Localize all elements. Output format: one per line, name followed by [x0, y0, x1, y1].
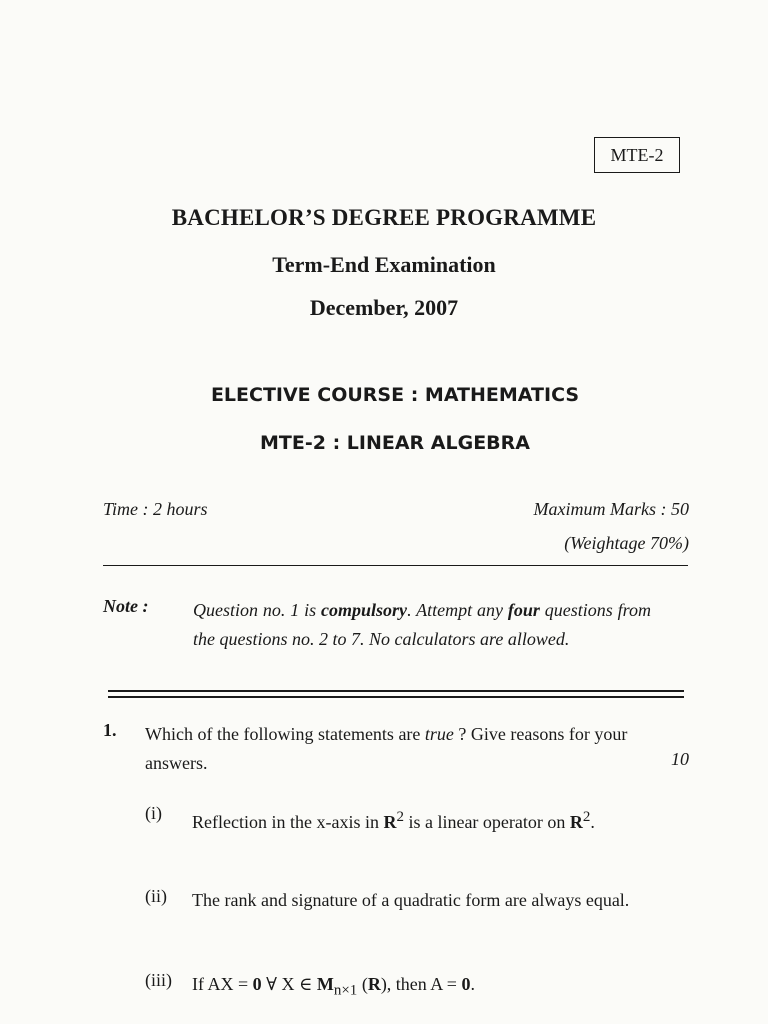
note-part1: Question no. 1 is	[193, 600, 322, 620]
sub-question-text	[192, 970, 662, 1006]
note-part3: questions from the questions no. 2 to 7. No calculators are allowed.	[193, 600, 651, 649]
double-rule-bottom	[108, 696, 684, 698]
sub-iii-zero2: 0	[461, 974, 471, 994]
sub-i-r1: R	[383, 812, 397, 832]
sub-i-sup2: 2	[582, 809, 591, 825]
sub-iii-text-c: (	[357, 974, 368, 994]
sub-iii-r: R	[367, 974, 381, 994]
sub-iii-zero1: 0	[252, 974, 262, 994]
sub-question-number: (i)	[145, 803, 162, 823]
note-four: four	[507, 600, 540, 620]
sub-question-number: (ii)	[145, 886, 167, 906]
course-title: ELECTIVE COURSE : MATHEMATICS	[210, 384, 580, 406]
exam-title: Term-End Examination	[272, 252, 496, 277]
question-text-true: true	[424, 724, 454, 744]
note-label: Note :	[103, 596, 149, 616]
note-compulsory: compulsory	[321, 600, 408, 620]
paper-title: MTE-2 : LINEAR ALGEBRA	[260, 432, 530, 454]
sub-question-text	[192, 803, 650, 837]
maximum-marks: Maximum Marks : 50	[533, 499, 689, 519]
sub-iii-text-e: .	[470, 974, 475, 994]
time-allowed: Time : 2 hours	[103, 499, 208, 519]
programme-title: BACHELOR’S DEGREE PROGRAMME	[171, 205, 597, 230]
divider-line	[103, 565, 688, 566]
sub-question-text: The rank and signature of a quadratic form are always equal.	[192, 890, 630, 910]
sub-iii-text-d: ), then A =	[380, 974, 462, 994]
exam-date: December, 2007	[309, 295, 459, 320]
sub-iii-text-a: If AX =	[192, 974, 253, 994]
sub-iii-m: M	[316, 974, 334, 994]
course-code: MTE-2	[610, 144, 664, 165]
sub-iii-text-b: ∀ X ∈	[261, 974, 317, 994]
double-rule-top	[108, 690, 684, 692]
question-marks: 10	[671, 749, 689, 769]
question-text-a: Which of the following statements are	[145, 724, 425, 744]
sub-i-text-b: is a linear operator on	[403, 812, 570, 832]
note-part2: . Attempt any	[407, 600, 508, 620]
course-code-box	[594, 137, 680, 173]
sub-iii-subscript: n×1	[333, 982, 358, 999]
sub-i-text-a: Reflection in the x-axis in	[192, 812, 384, 832]
note-text	[193, 596, 651, 654]
weightage: (Weightage 70%)	[564, 533, 689, 553]
question-text-b: ? Give reasons for your answers.	[145, 724, 628, 773]
question-number: 1.	[103, 720, 117, 740]
question-text	[145, 720, 650, 778]
sub-question-number: (iii)	[145, 970, 172, 990]
sub-i-text-c: .	[590, 812, 595, 832]
sub-i-sup1: 2	[396, 809, 404, 825]
sub-i-r2: R	[569, 812, 583, 832]
